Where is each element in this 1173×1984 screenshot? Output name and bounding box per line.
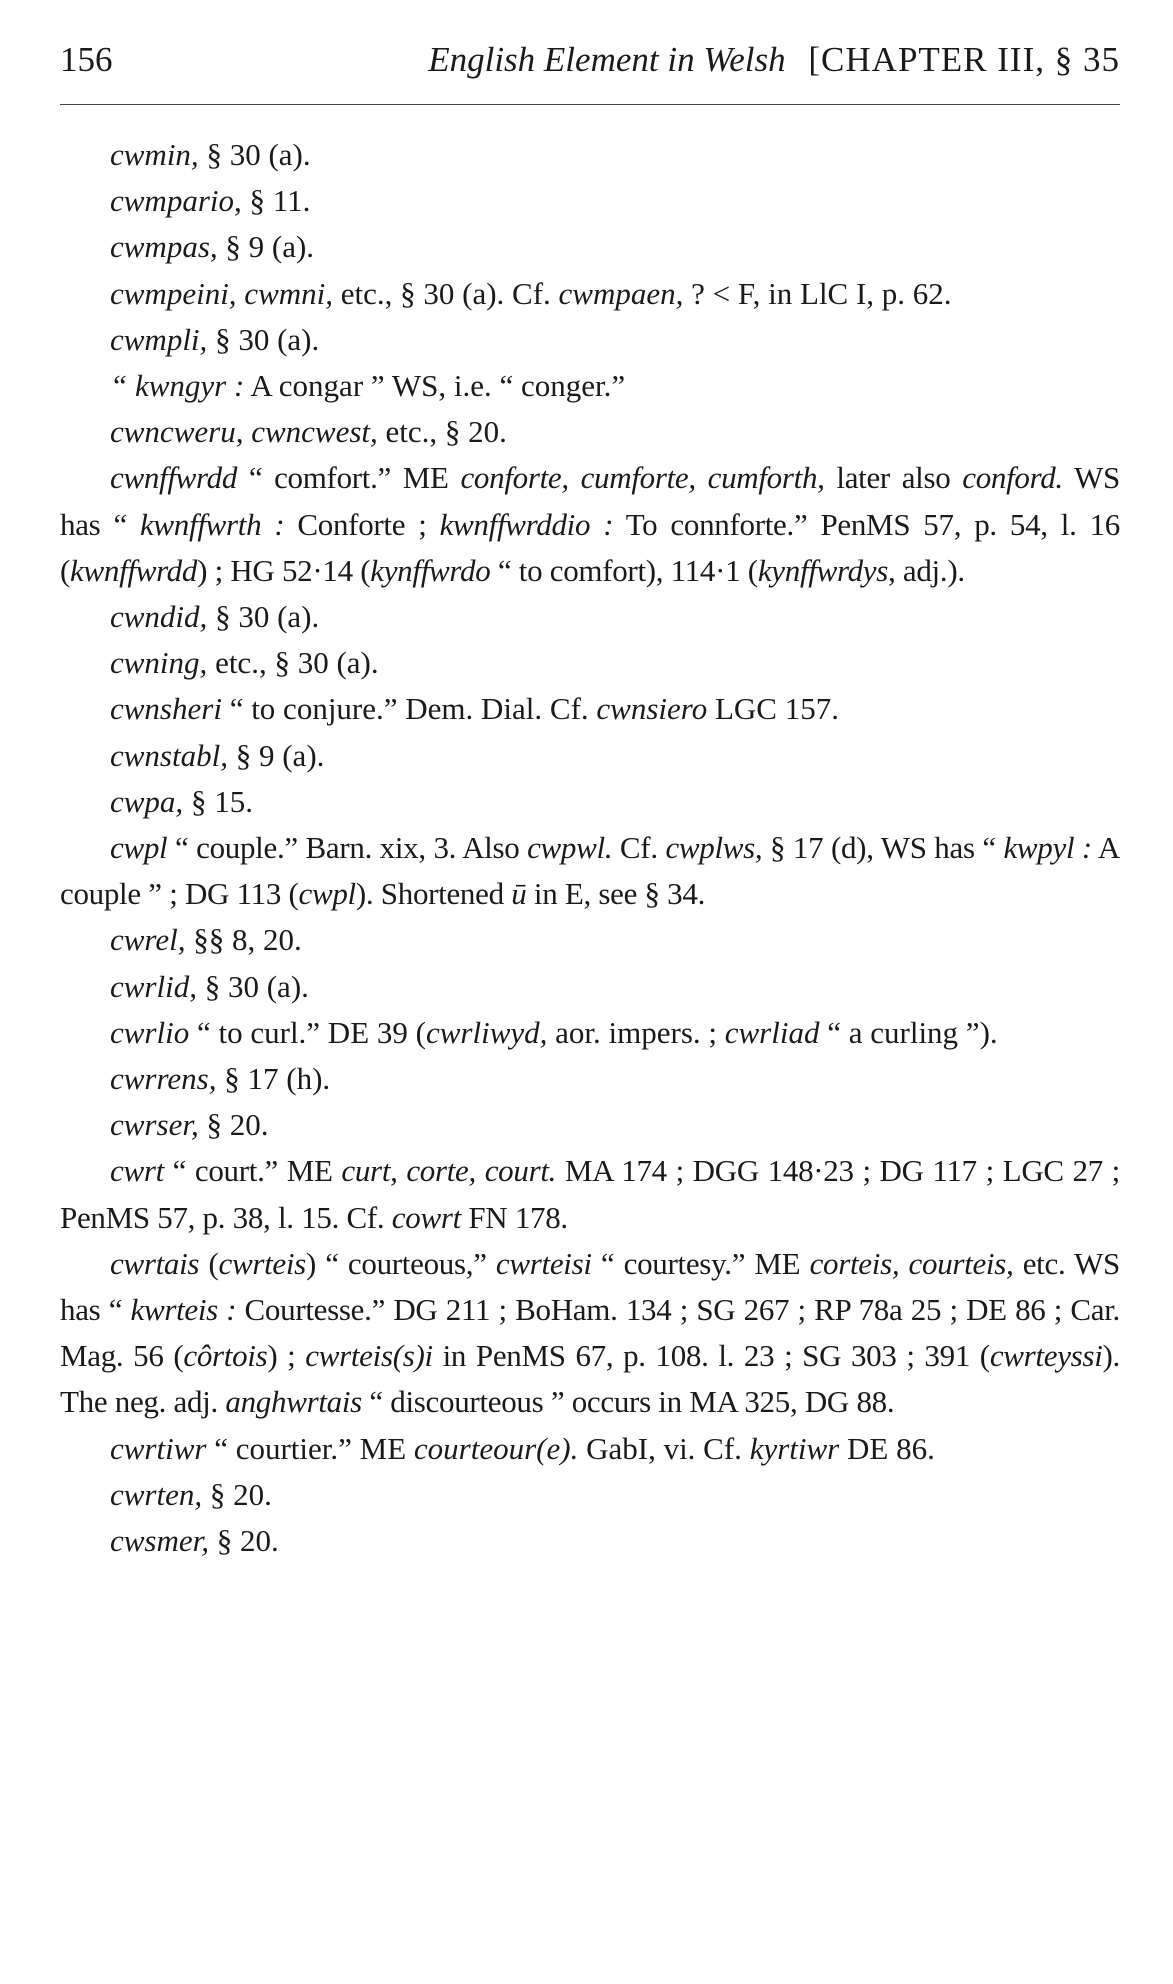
entry-text: aor. impers. ;: [547, 1014, 725, 1050]
headword: cwrtiwr: [110, 1430, 207, 1466]
entry-text: DE 86.: [839, 1430, 935, 1466]
glossary-entry: [60, 733, 1120, 779]
glossary-entry: [60, 317, 1120, 363]
headword: cwrser,: [110, 1107, 199, 1143]
headword: cwmpeini, cwmni,: [110, 275, 333, 311]
italic-form: cwrteyssi: [989, 1338, 1103, 1374]
running-header: [60, 40, 1120, 88]
glossary-entry: [60, 1102, 1120, 1148]
entry-text: “ to conjure.” Dem. Dial. Cf.: [221, 691, 597, 727]
headword: cwrlio: [110, 1014, 190, 1050]
entry-text: A couple ” ; DG 113 (: [60, 830, 1120, 912]
glossary-entry: [60, 1056, 1120, 1102]
italic-form: cwrteis: [218, 1245, 306, 1281]
glossary-entry: [60, 178, 1120, 224]
glossary-entry: [60, 1472, 1120, 1518]
entry-text: (: [199, 1245, 219, 1281]
entry-text: GabI, vi. Cf.: [578, 1430, 750, 1466]
entry-text: § 9 (a).: [227, 737, 325, 773]
italic-form: cwmpaen,: [558, 275, 684, 311]
entry-text: adj.).: [895, 552, 965, 588]
entry-text: ) ;: [267, 1338, 306, 1374]
glossary-entry: [60, 409, 1120, 455]
glossary-entry: [60, 825, 1120, 917]
entry-text: § 30 (a).: [207, 321, 320, 357]
entry-text: etc., § 30 (a).: [207, 645, 379, 681]
entry-text: To connforte.” PenMS 57, p. 54, l. 16 (: [60, 506, 1120, 588]
italic-form: curt, corte, court.: [341, 1153, 557, 1189]
running-title: [428, 40, 1120, 80]
glossary-entry: [60, 1518, 1120, 1564]
chapter-reference: [CHAPTER III, § 35: [808, 40, 1120, 79]
entry-text: § 15.: [183, 783, 253, 819]
entry-text: “ to comfort), 114·1 (: [490, 552, 758, 588]
glossary-entry: [60, 132, 1120, 178]
entry-text: MA 174 ; DGG 148·23 ; DG 117 ; LGC 27 ; PenMS 57, p. 38, l. 15. Cf.: [60, 1153, 1120, 1235]
entry-text: Conforte ;: [284, 506, 440, 542]
entry-text: § 30 (a).: [198, 137, 311, 172]
page-number: 156: [60, 40, 113, 79]
italic-form: cwplws,: [665, 830, 763, 866]
headword: cwrten,: [110, 1476, 203, 1512]
headword: cwnsheri: [110, 691, 222, 727]
entry-text: “ courtier.” ME: [206, 1430, 414, 1466]
headword: cwndid,: [110, 599, 208, 635]
italic-form: kwnffwrdd: [70, 552, 198, 588]
headword: cwrrens,: [110, 1061, 217, 1097]
headword: cwrel,: [110, 922, 186, 958]
italic-form: anghwrtais: [225, 1384, 362, 1420]
italic-form: courteour(e).: [413, 1430, 579, 1466]
entry-text: “ courtesy.” ME: [591, 1245, 810, 1281]
entry-text: ? < F, in LlC I, p. 62.: [683, 275, 952, 311]
italic-form: cwnsiero: [596, 691, 708, 727]
entry-text: § 17 (h).: [216, 1061, 331, 1097]
headword: “ kwngyr :: [110, 368, 245, 404]
entry-text: § 11.: [241, 183, 311, 219]
headword: cwmin,: [110, 137, 199, 172]
entry-text: “ comfort.” ME: [237, 460, 461, 496]
entry-text: Cf.: [612, 830, 666, 866]
entry-text: § 20.: [198, 1107, 269, 1143]
headword: cwrtais: [110, 1245, 200, 1281]
headword: cwrlid,: [110, 968, 197, 1004]
headword: cwning,: [110, 645, 208, 681]
headword: cwrt: [110, 1153, 164, 1189]
headword: cwmpli,: [110, 321, 208, 357]
entry-text: “ to curl.” DE 39 (: [189, 1014, 426, 1050]
book-title: English Element in Welsh: [428, 40, 786, 79]
headword: cwncweru, cwncwest,: [110, 414, 378, 450]
entry-text: ) ; HG 52·14 (: [197, 552, 371, 588]
headword: cwsmer,: [110, 1523, 210, 1559]
entry-text: § 9 (a).: [217, 229, 315, 265]
italic-form: côrtois: [183, 1338, 268, 1374]
entry-text: etc., § 20.: [377, 414, 507, 450]
entry-text: “ a curling ”).: [819, 1014, 998, 1050]
glossary-entry: [60, 1148, 1120, 1240]
entry-text: A congar ” WS, i.e. “ conger.”: [244, 368, 626, 404]
italic-form: cwrteis(s)i: [305, 1338, 433, 1374]
headword: cwmpario,: [110, 183, 242, 219]
entry-text: § 17 (d), WS has “: [762, 830, 1004, 866]
italic-form: conford.: [962, 460, 1063, 496]
glossary-entry: [60, 594, 1120, 640]
italic-form: kynffwrdo: [370, 552, 491, 588]
glossary-entry: [60, 1010, 1120, 1056]
entry-text: ). Shortened: [355, 876, 512, 912]
glossary-entry: [60, 1426, 1120, 1472]
entry-text: § 20.: [202, 1476, 272, 1512]
entry-text: ) “ courteous,”: [305, 1245, 496, 1281]
entry-text: § 20.: [209, 1523, 279, 1559]
italic-form: cwpl: [298, 876, 356, 912]
entry-text: in PenMS 67, p. 108. l. 23 ; SG 303 ; 391 (: [432, 1338, 990, 1374]
italic-form: cwrteisi: [495, 1245, 592, 1281]
glossary-entry: [60, 964, 1120, 1010]
headword: cwpl: [110, 830, 168, 866]
entry-text: § 30 (a).: [207, 599, 320, 635]
italic-form: cwpwl.: [527, 830, 613, 866]
headword: cwpa,: [110, 783, 184, 819]
italic-form: corteis, courteis,: [809, 1245, 1014, 1281]
italic-form: cwrliwyd,: [425, 1014, 548, 1050]
entry-text: “ discourteous ” occurs in MA 325, DG 88.: [361, 1384, 895, 1420]
entry-text: Courtesse.” DG 211 ; BoHam. 134 ; SG 267 ; RP 78a 25 ; DE 86 ; Car. Mag. 56 (: [60, 1292, 1120, 1374]
glossary-entries: [60, 132, 1120, 1564]
glossary-entry: [60, 640, 1120, 686]
entry-text: WS has “: [60, 460, 1120, 542]
italic-form: kwnffwrth :: [139, 506, 285, 542]
glossary-entry: [60, 917, 1120, 963]
entry-text: § 30 (a).: [196, 968, 309, 1004]
entry-text: “ couple.” Barn. xix, 3. Also: [167, 830, 528, 866]
headword: cwmpas,: [110, 229, 218, 265]
glossary-entry: [60, 1241, 1120, 1426]
glossary-entry: [60, 363, 1120, 409]
italic-form: cwrliad: [724, 1014, 820, 1050]
headword: cwnstabl,: [110, 737, 228, 773]
italic-form: conforte, cumforte, cumforth,: [460, 460, 825, 496]
entry-text: etc., § 30 (a). Cf.: [333, 275, 559, 311]
italic-form: kwrteis :: [130, 1292, 237, 1328]
italic-form: kwpyl :: [1003, 830, 1092, 866]
italic-form: ū: [511, 876, 527, 912]
entry-text: “ court.” ME: [163, 1153, 342, 1189]
entry-text: LGC 157.: [707, 691, 839, 727]
glossary-entry: [60, 224, 1120, 270]
entry-text: FN 178.: [460, 1199, 568, 1235]
entry-text: §§ 8, 20.: [185, 922, 302, 958]
header-rule: [60, 104, 1120, 105]
headword: cwnffwrdd: [110, 460, 238, 496]
italic-form: kwnffwrddio :: [439, 506, 614, 542]
glossary-entry: [60, 779, 1120, 825]
glossary-entry: [60, 686, 1120, 732]
italic-form: kyrtiwr: [749, 1430, 840, 1466]
entry-text: ). The neg. adj.: [60, 1338, 1120, 1420]
glossary-entry: [60, 455, 1120, 594]
italic-form: kynffwrdys,: [757, 552, 896, 588]
entry-text: in E, see § 34.: [526, 876, 706, 912]
entry-text: etc. WS has “: [60, 1245, 1120, 1328]
italic-form: cowrt: [391, 1199, 461, 1235]
glossary-entry: [60, 271, 1120, 317]
entry-text: later also: [824, 460, 963, 496]
